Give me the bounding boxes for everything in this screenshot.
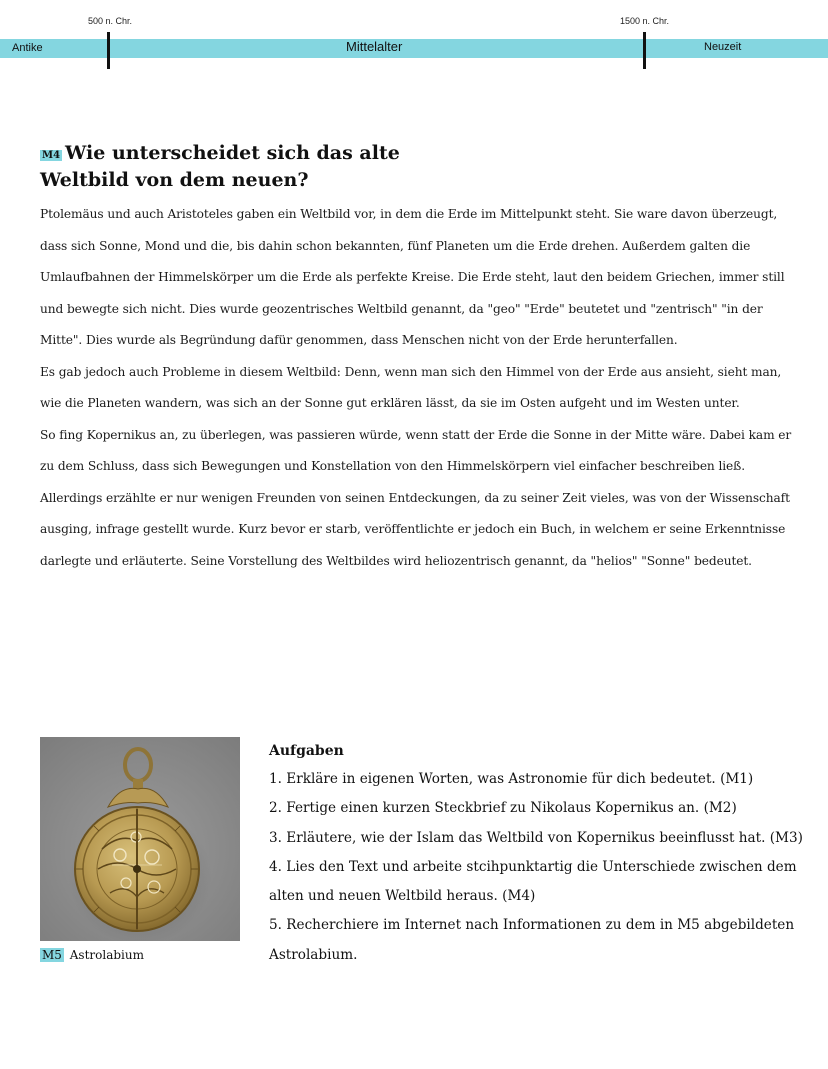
material-tag-m4: M4: [42, 150, 61, 161]
timeline-marker-500: [107, 32, 110, 69]
body-text: [40, 199, 805, 577]
figure-caption: [40, 948, 144, 962]
paragraph-problems: Es gab jedoch auch Probleme in diesem Weltbild: Denn, wenn man sich den Himmel von der Erde aus ansieht, sieht man, wie die Planeten wandern, was sich an der Sonne gut erklären lässt, da sie im Osten aufgeht und im Westen unter.: [40, 364, 782, 410]
task-item-5: 5. Recherchiere im Internet nach Informationen zu dem in M5 abgebildeten Astrolabium.: [269, 917, 795, 963]
task-item-3: 3. Erläutere, wie der Islam das Weltbild von Kopernikus beeinflusst hat. (M3): [269, 829, 803, 846]
material-tag-m5: M5: [42, 948, 62, 962]
task-item-2: 2. Fertige einen kurzen Steckbrief zu Nikolaus Kopernikus an. (M2): [269, 800, 737, 817]
timeline-epoch-neuzeit: Neuzeit: [704, 41, 742, 53]
heading-line-2: Weltbild von dem neuen?: [40, 169, 309, 191]
heading-line-1: Wie unterscheidet sich das alte: [65, 142, 400, 164]
tasks-section: [269, 737, 814, 970]
timeline-year-1500: 1500 n. Chr.: [620, 16, 670, 26]
astrolabe-image: [40, 737, 240, 941]
paragraph-geocentric: Ptolemäus und auch Aristoteles gaben ein Weltbild vor, in dem die Erde im Mittelpunkt steht. Sie ware davon überzeugt, dass sich Sonne, Mond und die, bis dahin schon bekannten, fünf Planeten um die Erde drehen. Außerdem galten die Umlaufbahnen der Himmelskörper um die Erde als perfekte Kreise. Die Erde steht, laut den beidem Griechen, immer still und bewegte sich nicht. Dies wurde geozentrisches Weltbild genannt, da "geo" "Erde" beutetet und "zentrisch" "in der Mitte". Dies wurde als Begründung dafür genommen, dass Menschen nicht von der Erde herunterfallen.: [40, 207, 785, 347]
task-item-1: 1. Erkläre in eigenen Worten, was Astronomie für dich bedeutet. (M1): [269, 771, 754, 787]
tasks-title: Aufgaben: [269, 743, 344, 759]
timeline-epoch-antike: Antike: [12, 42, 43, 54]
timeline-year-500: 500 n. Chr.: [88, 16, 133, 26]
caption-text: Astrolabium: [69, 948, 144, 962]
paragraph-copernicus: So fing Kopernikus an, zu überlegen, was passieren würde, wenn statt der Erde die Sonne in der Mitte wäre. Dabei kam er zu dem Schluss, dass sich Bewegungen und Konstellation von den Himmelskörpern viel einfacher beschreiben ließ. Allerdings erzählte er nur wenigen Freunden von seinen Entdeckungen, da zu seiner Zeit vieles, was von der Wissenschaft ausging, infrage gestellt wurde. Kurz bevor er starb, veröffentlichte er jedoch ein Buch, in welchem er seine Erkenntnisse darlegte und erläuterte. Seine Vorstellung des Weltbildes wird heliozentrisch genannt, da "helios" "Sonne" bedeutet.: [40, 427, 792, 568]
timeline-marker-1500: [643, 32, 646, 69]
task-item-4: 4. Lies den Text und arbeite stcihpunktartig die Unterschiede zwischen dem alten und neuen Weltbild heraus. (M4): [269, 858, 797, 905]
astrolabe-icon: [40, 737, 240, 941]
timeline-epoch-mittelalter: Mittelalter: [346, 39, 403, 54]
section-heading: [40, 140, 540, 194]
